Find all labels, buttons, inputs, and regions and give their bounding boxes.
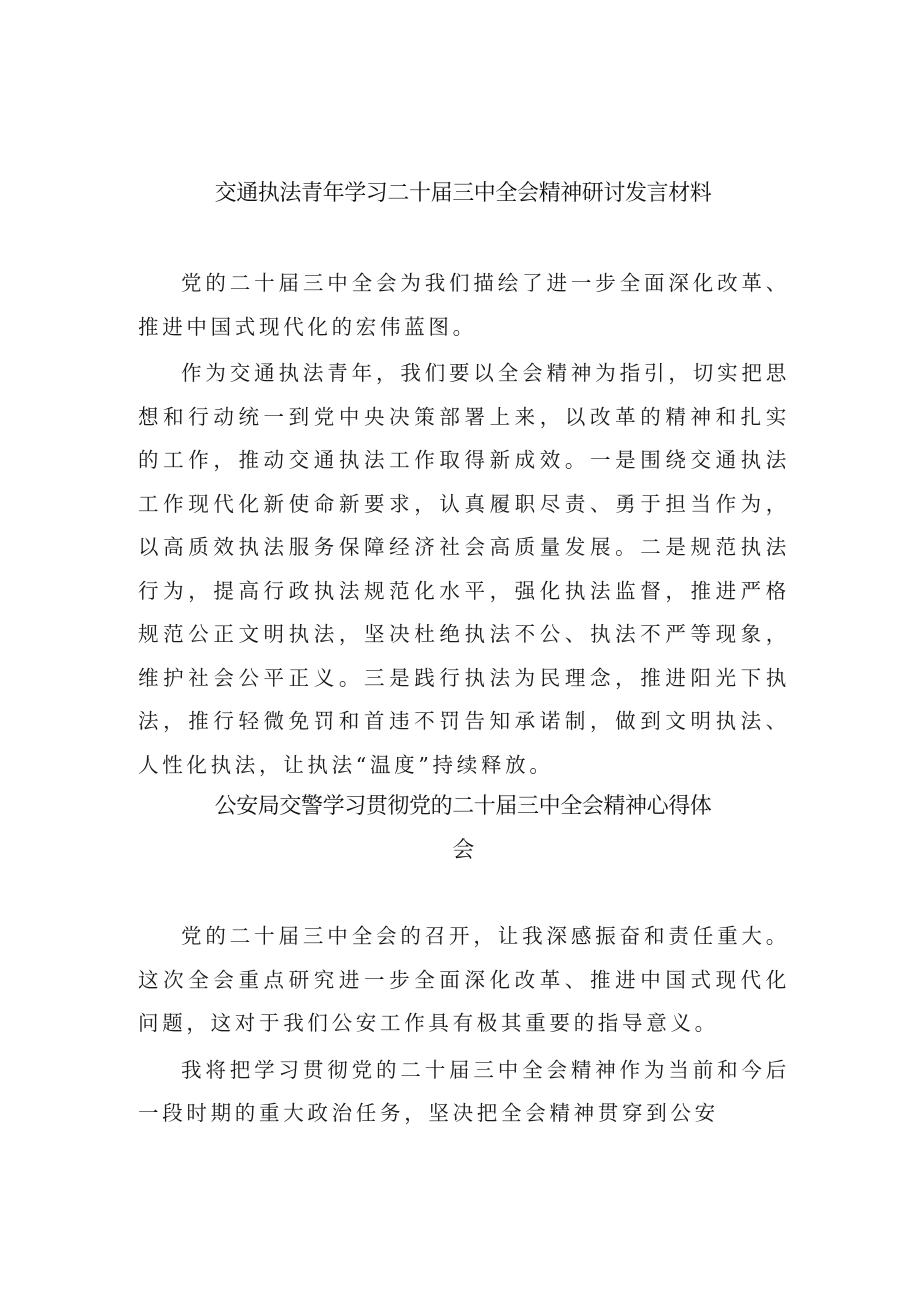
article-1-title: 交通执法青年学习二十届三中全会精神研讨发言材料 [214,181,712,206]
article-2-title-line-2: 会 [452,838,474,863]
article-1-paragraph-1: 党的二十届三中全会为我们描绘了进一步全面深化改革、推进中国式现代化的宏伟蓝图。 [138,271,790,339]
article-2-body [138,915,790,1139]
article-2-paragraph-2: 我将把学习贯彻党的二十届三中全会精神作为当前和今后一段时期的重大政治任务，坚决把全会精神贯穿到公安 [138,1057,790,1125]
article-2-title-line-1: 公安局交警学习贯彻党的二十届三中全会精神心得体 [214,794,712,819]
article-1-body [138,262,790,790]
article-2-paragraph-1: 党的二十届三中全会的召开，让我深感振奋和责任重大。这次全会重点研究进一步全面深化改革、推进中国式现代化问题，这对于我们公安工作具有极其重要的指导意义。 [138,924,790,1035]
article-1-paragraph-2: 作为交通执法青年，我们要以全会精神为指引，切实把思想和行动统一到党中央决策部署上来，以改革的精神和扎实的工作，推动交通执法工作取得新成效。一是围绕交通执法工作现代化新使命新要求，认真履职尽责、勇于担当作为，以高质效执法服务保障经济社会高质量发展。二是规范执法行为，提高行政执法规范化水平，强化执法监督，推进严格规范公正文明执法，坚决杜绝执法不公、执法不严等现象，维护社会公平正义。三是践行执法为民理念，推进阳光下执法，推行轻微免罚和首违不罚告知承诺制，做到文明执法、人性化执法，让执法“温度”持续释放。 [138,361,790,777]
